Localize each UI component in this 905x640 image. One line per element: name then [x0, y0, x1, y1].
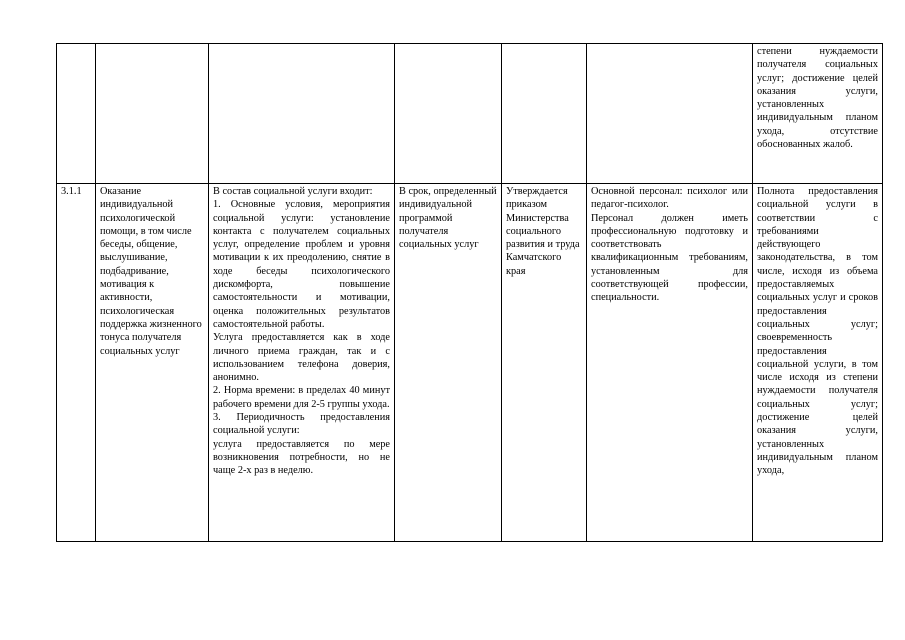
- service-number: 3.1.1: [61, 186, 82, 197]
- content-paragraph: услуга предоставляется по мере возникновения потребности, но не чаще 2-х раз в неделю.: [213, 438, 390, 477]
- service-name-cell: [96, 184, 209, 542]
- quality-text: Полнота предоставления социальной услуги в соответствии с требованиями действующего законодательства, в том числе, исходя из объема предоставляемых социальных услуг и сроков предоставления социальных услуг; своевременность предоставления социальной услуги, в том числе исходя из степени нуждаемости получателя социальных услуг; достижение целей оказания услуги, установленных индивидуальным планом ухода,: [757, 186, 878, 477]
- tariff-cell: [502, 184, 587, 542]
- staff-requirements: Персонал должен иметь профессиональную подготовку и соответствовать квалификационным требованиям, установленным для соответствующей профессии, специальности.: [591, 212, 748, 304]
- table-row: [57, 44, 883, 184]
- quality-cell: [753, 44, 883, 184]
- table-row: [57, 184, 883, 542]
- service-name: Оказание индивидуальной психологической помощи, в том числе беседы, общение, выслушивание, подбадривание, мотивация к активности, психологическая поддержка жизненного тонуса получателя социальных услуг: [100, 186, 202, 357]
- number-cell: [57, 184, 96, 542]
- staff-cell: [587, 184, 753, 542]
- service-name-cell: [96, 44, 209, 184]
- tariff-cell: [502, 44, 587, 184]
- quality-text: степени нуждаемости получателя социальных услуг; достижение целей оказания услуги, установленных индивидуальным планом ухода, отсутствие обоснованных жалоб.: [757, 46, 878, 151]
- staff-cell: [587, 44, 753, 184]
- service-content-cell: [209, 44, 395, 184]
- service-tariff: Утверждается приказом Министерства социального развития и труда Камчатского края: [506, 186, 580, 277]
- content-paragraph: 1. Основные условия, мероприятия социальной услуги: установление контакта с получателем социальных услуг, определение проблем и уровня мотивации к их преодолению, снятие в ходе беседы психологического дискомфорта, повышение самостоятельности и мотивации, оценка положительных результатов самостоятельной работы.: [213, 199, 390, 330]
- quality-cell: [753, 184, 883, 542]
- content-paragraph: 3. Периодичность предоставления социальной услуги:: [213, 412, 390, 437]
- content-paragraph: В состав социальной услуги входит:: [213, 186, 373, 197]
- content-paragraph: Услуга предоставляется как в ходе личного приема граждан, так и с использованием телефона доверия, анонимно.: [213, 332, 390, 384]
- term-cell: [395, 44, 502, 184]
- term-cell: [395, 184, 502, 542]
- service-standard-table: [56, 43, 883, 542]
- staff-main: Основной персонал: психолог или педагог-психолог.: [591, 186, 748, 211]
- number-cell: [57, 44, 96, 184]
- content-paragraph: 2. Норма времени: в пределах 40 минут рабочего времени для 2-5 группы ухода.: [213, 385, 390, 410]
- service-content-cell: [209, 184, 395, 542]
- service-term: В срок, определенный индивидуальной программой получателя социальных услуг: [399, 186, 497, 251]
